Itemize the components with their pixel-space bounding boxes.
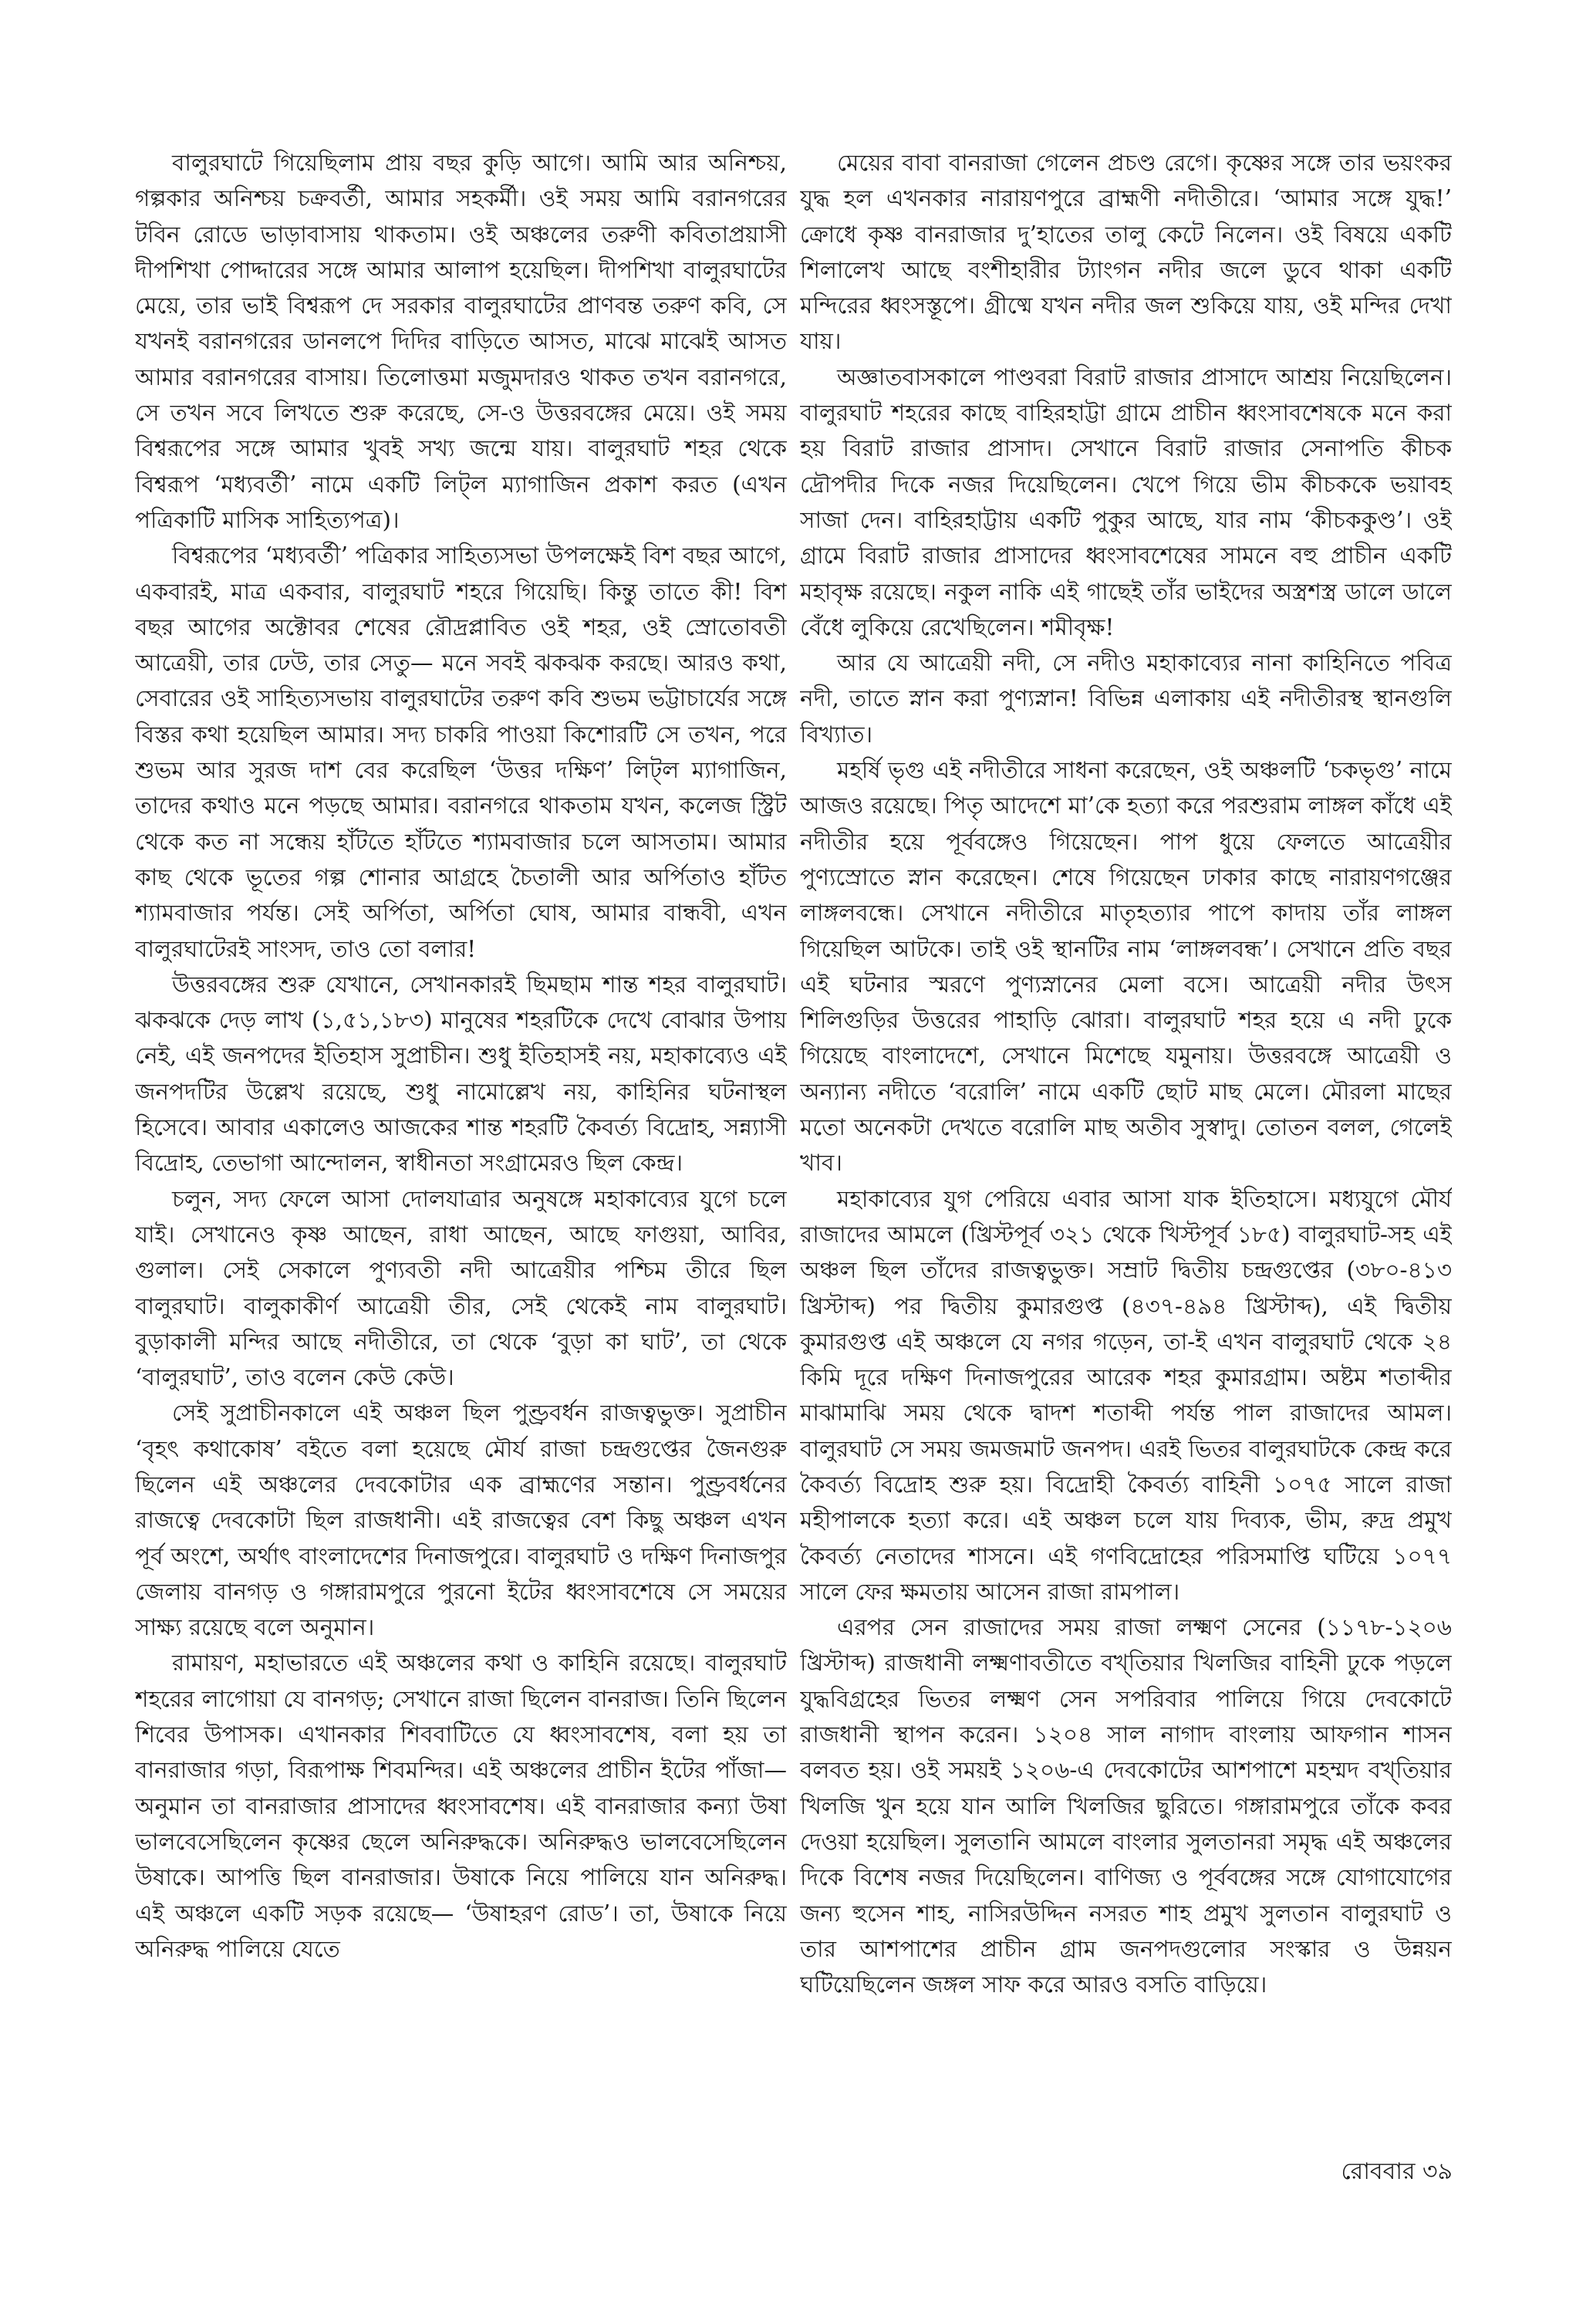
page-footer (1341, 2157, 1453, 2187)
article-paragraph: উত্তরবঙ্গের শুরু যেখানে, সেখানকারই ছিমছাম শান্ত শহর বালুরঘাট। ঝকঝকে দেড় লাখ (১,৫১,১৮৩) মানুষের শহরটিকে দেখে বোঝার উপায় নেই, এই জনপদের ইতিহাস সুপ্রাচীন। শুধু ইতিহাসই নয়, মহাকাব্যেও এই জনপদটির উল্লেখ রয়েছে, শুধু নামোল্লেখ নয়, কাহিনির ঘটনাস্থল হিসেবে। আবার একালেও আজকের শান্ত শহরটি কৈবর্ত্য বিদ্রোহ, সন্ন্যাসী বিদ্রোহ, তেভাগা আন্দোলন, স্বাধীনতা সংগ্রামেরও ছিল কেন্দ্র। (135, 971, 787, 1177)
article-paragraph: এরপর সেন রাজাদের সময় রাজা লক্ষ্মণ সেনের (১১৭৮-১২০৬ খ্রিস্টাব্দ) রাজধানী লক্ষ্মণাবতীতে বখ্‌তিয়ার খিলজির বাহিনী ঢুকে পড়লে যুদ্ধবিগ্রহের ভিতর লক্ষ্মণ সেন সপরিবার পালিয়ে গিয়ে দেবকোটে রাজধানী স্থাপন করেন। ১২০৪ সাল নাগাদ বাংলায় আফগান শাসন বলবত হয়। ওই সময়ই ১২০৬-এ দেবকোটের আশপাশে মহম্মদ বখ্‌তিয়ার খিলজি খুন হয়ে যান আলি খিলজির ছুরিতে। গঙ্গারামপুরে তাঁকে কবর দেওয়া হয়েছিল। সুলতানি আমলে বাংলার সুলতানরা সমৃদ্ধ এই অঞ্চলের দিকে বিশেষ নজর দিয়েছিলেন। বাণিজ্য ও পূর্ববঙ্গের সঙ্গে যোগাযোগের জন্য হুসেন শাহ, নাসিরউদ্দিন নসরত শাহ প্রমুখ সুলতান বালুরঘাট ও তার আশপাশের প্রাচীন গ্রাম জনপদগুলোর সংস্কার ও উন্নয়ন ঘটিয়েছিলেন জঙ্গল সাফ করে আরও বসতি বাড়িয়ে। (800, 1614, 1452, 1998)
article-column-left (135, 145, 787, 2143)
article-paragraph: অজ্ঞাতবাসকালে পাণ্ডবরা বিরাট রাজার প্রাসাদে আশ্রয় নিয়েছিলেন। বালুরঘাট শহরের কাছে বাহিরহাট্টা গ্রামে প্রাচীন ধ্বংসাবশেষকে মনে করা হয় বিরাট রাজার প্রাসাদ। সেখানে বিরাট রাজার সেনাপতি কীচক দ্রৌপদীর দিকে নজর দিয়েছিলেন। খেপে গিয়ে ভীম কীচককে ভয়াবহ সাজা দেন। বাহিরহাট্টায় একটি পুকুর আছে, যার নাম ‘কীচককুণ্ড’। ওই গ্রামে বিরাট রাজার প্রাসাদের ধ্বংসাবশেষের সামনে বহু প্রাচীন একটি মহাবৃক্ষ রয়েছে। নকুল নাকি এই গাছেই তাঁর ভাইদের অস্ত্রশস্ত্র ডালে ডালে বেঁধে লুকিয়ে রেখেছিলেন। শমীবৃক্ষ! (800, 363, 1452, 640)
article-column-right (800, 145, 1452, 2143)
article-paragraph: বালুরঘাটে গিয়েছিলাম প্রায় বছর কুড়ি আগে। আমি আর অনিশ্চয়, গল্পকার অনিশ্চয় চক্রবর্তী, আমার সহকর্মী। ওই সময় আমি বরানগরের টবিন রোডে ভাড়াবাসায় থাকতাম। ওই অঞ্চলের তরুণী কবিতাপ্রয়াসী দীপশিখা পোদ্দারের সঙ্গে আমার আলাপ হয়েছিল। দীপশিখা বালুরঘাটের মেয়ে, তার ভাই বিশ্বরূপ দে সরকার বালুরঘাটের প্রাণবন্ত তরুণ কবি, সে যখনই বরানগরের ডানলপে দিদির বাড়িতে আসত, মাঝে মাঝেই আসত আমার বরানগরের বাসায়। তিলোত্তমা মজুমদারও থাকত তখন বরানগরে, সে তখন সবে লিখতে শুরু করেছে, সে-ও উত্তরবঙ্গের মেয়ে। ওই সময় বিশ্বরূপের সঙ্গে আমার খুবই সখ্য জন্মে যায়। বালুরঘাট শহর থেকে বিশ্বরূপ ‘মধ্যবর্তী’ নামে একটি লিট্‌ল ম্যাগাজিন প্রকাশ করত (এখন পত্রিকাটি মাসিক সাহিত্যপত্র)। (135, 150, 787, 533)
article-paragraph: মহাকাব্যের যুগ পেরিয়ে এবার আসা যাক ইতিহাসে। মধ্যযুগে মৌর্য রাজাদের আমলে (খ্রিস্টপূর্ব ৩২১ থেকে খিস্টপূর্ব ১৮৫) বালুরঘাট-সহ এই অঞ্চল ছিল তাঁদের রাজত্বভুক্ত। সম্রাট দ্বিতীয় চন্দ্রগুপ্তের (৩৮০-৪১৩ খ্রিস্টাব্দ) পর দ্বিতীয় কুমারগুপ্ত (৪৩৭-৪৯৪ খ্রিস্টাব্দ), এই দ্বিতীয় কুমারগুপ্ত এই অঞ্চলে যে নগর গড়েন, তা-ই এখন বালুরঘাট থেকে ২৪ কিমি দূরে দক্ষিণ দিনাজপুরের আরেক শহর কুমারগ্রাম। অষ্টম শতাব্দীর মাঝামাঝি সময় থেকে দ্বাদশ শতাব্দী পর্যন্ত পাল রাজাদের আমল। বালুরঘাট সে সময় জমজমাট জনপদ। এরই ভিতর বালুরঘাটকে কেন্দ্র করে কৈবর্ত্য বিদ্রোহ শুরু হয়। বিদ্রোহী কৈবর্ত্য বাহিনী ১০৭৫ সালে রাজা মহীপালকে হত্যা করে। এই অঞ্চল চলে যায় দিব্যক, ভীম, রুদ্র প্রমুখ কৈবর্ত্য নেতাদের শাসনে। এই গণবিদ্রোহের পরিসমাপ্তি ঘটিয়ে ১০৭৭ সালে ফের ক্ষমতায় আসেন রাজা রামপাল। (800, 1185, 1452, 1605)
page-number-label: রোববার ৩৯ (1341, 2158, 1453, 2185)
article-paragraph: সেই সুপ্রাচীনকালে এই অঞ্চল ছিল পুণ্ড্রবর্ধন রাজত্বভুক্ত। সুপ্রাচীন ‘বৃহৎ কথাকোষ’ বইতে বলা হয়েছে মৌর্য রাজা চন্দ্রগুপ্তের জৈনগুরু ছিলেন এই অঞ্চলের দেবকোটার এক ব্রাহ্মণের সন্তান। পুণ্ড্রবর্ধনের রাজত্বে দেবকোটা ছিল রাজধানী। এই রাজত্বের বেশ কিছু অঞ্চল এখন পূর্ব অংশে, অর্থাৎ বাংলাদেশের দিনাজপুরে। বালুরঘাট ও দক্ষিণ দিনাজপুর জেলায় বানগড় ও গঙ্গারামপুরে পুরনো ইটের ধ্বংসাবশেষে সে সময়ের সাক্ষ্য রয়েছে বলে অনুমান। (135, 1400, 787, 1641)
article-paragraph: চলুন, সদ্য ফেলে আসা দোলযাত্রার অনুষঙ্গে মহাকাব্যের যুগে চলে যাই। সেখানেও কৃষ্ণ আছেন, রাধা আছেন, আছে ফাগুয়া, আবির, গুলাল। সেই সেকালে পুণ্যবতী নদী আত্রেয়ীর পশ্চিম তীরে ছিল বালুরঘাট। বালুকাকীর্ণ আত্রেয়ী তীর, সেই থেকেই নাম বালুরঘাট। বুড়াকালী মন্দির আছে নদীতীরে, তা থেকে ‘বুড়া কা ঘাট’, তা থেকে ‘বালুরঘাট’, তাও বলেন কেউ কেউ। (135, 1185, 787, 1391)
article-paragraph: বিশ্বরূপের ‘মধ্যবর্তী’ পত্রিকার সাহিত্যসভা উপলক্ষেই বিশ বছর আগে, একবারই, মাত্র একবার, বালুরঘাট শহরে গিয়েছি। কিন্তু তাতে কী! বিশ বছর আগের অক্টোবর শেষের রৌদ্রপ্লাবিত ওই শহর, ওই স্রোতোবতী আত্রেয়ী, তার ঢেউ, তার সেতু— মনে সবই ঝকঝক করছে। আরও কথা, সেবারের ওই সাহিত্যসভায় বালুরঘাটের তরুণ কবি শুভম ভট্টাচার্যের সঙ্গে বিস্তর কথা হয়েছিল আমার। সদ্য চাকরি পাওয়া কিশোরটি সে তখন, পরে শুভম আর সুরজ দাশ বের করেছিল ‘উত্তর দক্ষিণ’ লিট্‌ল ম্যাগাজিন, তাদের কথাও মনে পড়ছে আমার। বরানগরে থাকতাম যখন, কলেজ স্ট্রিট থেকে কত না সন্ধেয় হাঁটতে হাঁটতে শ্যামবাজার চলে আসতাম। আমার কাছ থেকে ভূতের গল্প শোনার আগ্রহে চৈতালী আর অর্পিতাও হাঁটত শ্যামবাজার পর্যন্ত। সেই অর্পিতা, অর্পিতা ঘোষ, আমার বান্ধবী, এখন বালুরঘাটেরই সাংসদ, তাও তো বলার! (135, 542, 787, 962)
article-paragraph: মেয়ের বাবা বানরাজা গেলেন প্রচণ্ড রেগে। কৃষ্ণের সঙ্গে তার ভয়ংকর যুদ্ধ হল এখনকার নারায়ণপুরে ব্রাহ্মণী নদীতীরে। ‘আমার সঙ্গে যুদ্ধ!’ ক্রোধে কৃষ্ণ বানরাজার দু’হাতের তালু কেটে নিলেন। ওই বিষয়ে একটি শিলালেখ আছে বংশীহারীর ট্যাংগন নদীর জলে ডুবে থাকা একটি মন্দিরের ধ্বংসস্তূপে। গ্রীষ্মে যখন নদীর জল শুকিয়ে যায়, ওই মন্দির দেখা যায়। (800, 150, 1452, 355)
article-paragraph: রামায়ণ, মহাভারতে এই অঞ্চলের কথা ও কাহিনি রয়েছে। বালুরঘাট শহরের লাগোয়া যে বানগড়; সেখানে রাজা ছিলেন বানরাজ। তিনি ছিলেন শিবের উপাসক। এখানকার শিববাটিতে যে ধ্বংসাবশেষ, বলা হয় তা বানরাজার গড়া, বিরূপাক্ষ শিবমন্দির। এই অঞ্চলের প্রাচীন ইটের পাঁজা— অনুমান তা বানরাজার প্রাসাদের ধ্বংসাবশেষ। এই বানরাজার কন্যা উষা ভালবেসেছিলেন কৃষ্ণের ছেলে অনিরুদ্ধকে। অনিরুদ্ধও ভালবেসেছিলেন উষাকে। আপত্তি ছিল বানরাজার। উষাকে নিয়ে পালিয়ে যান অনিরুদ্ধ। এই অঞ্চলে একটি সড়ক রয়েছে— ‘উষাহরণ রোড’। তা, উষাকে নিয়ে অনিরুদ্ধ পালিয়ে যেতে (135, 1650, 787, 1962)
article-paragraph: মহর্ষি ভৃগু এই নদীতীরে সাধনা করেছেন, ওই অঞ্চলটি ‘চকভৃগু’ নামে আজও রয়েছে। পিতৃ আদেশে মা’কে হত্যা করে পরশুরাম লাঙ্গল কাঁধে এই নদীতীর হয়ে পূর্ববঙ্গেও গিয়েছেন। পাপ ধুয়ে ফেলতে আত্রেয়ীর পুণ্যস্রোতে স্নান করেছেন। শেষে গিয়েছেন ঢাকার কাছে নারায়ণগঞ্জের লাঙ্গলবন্ধে। সেখানে নদীতীরে মাতৃহত্যার পাপে কাদায় তাঁর লাঙ্গল গিয়েছিল আটকে। তাই ওই স্থানটির নাম ‘লাঙ্গলবন্ধ’। সেখানে প্রতি বছর এই ঘটনার স্মরণে পুণ্যস্নানের মেলা বসে। আত্রেয়ী নদীর উৎস শিলিগুড়ির উত্তরের পাহাড়ি ঝোরা। বালুরঘাট শহর হয়ে এ নদী ঢুকে গিয়েছে বাংলাদেশে, সেখানে মিশেছে যমুনায়। উত্তরবঙ্গে আত্রেয়ী ও অন্যান্য নদীতে ‘বরোলি’ নামে একটি ছোট মাছ মেলে। মৌরলা মাছের মতো অনেকটা দেখতে বরোলি মাছ অতীব সুস্বাদু। তোতন বলল, গেলেই খাব। (800, 757, 1452, 1177)
article-paragraph: আর যে আত্রেয়ী নদী, সে নদীও মহাকাব্যের নানা কাহিনিতে পবিত্র নদী, তাতে স্নান করা পুণ্যস্নান! বিভিন্ন এলাকায় এই নদীতীরস্থ স্থানগুলি বিখ্যাত। (800, 650, 1452, 748)
